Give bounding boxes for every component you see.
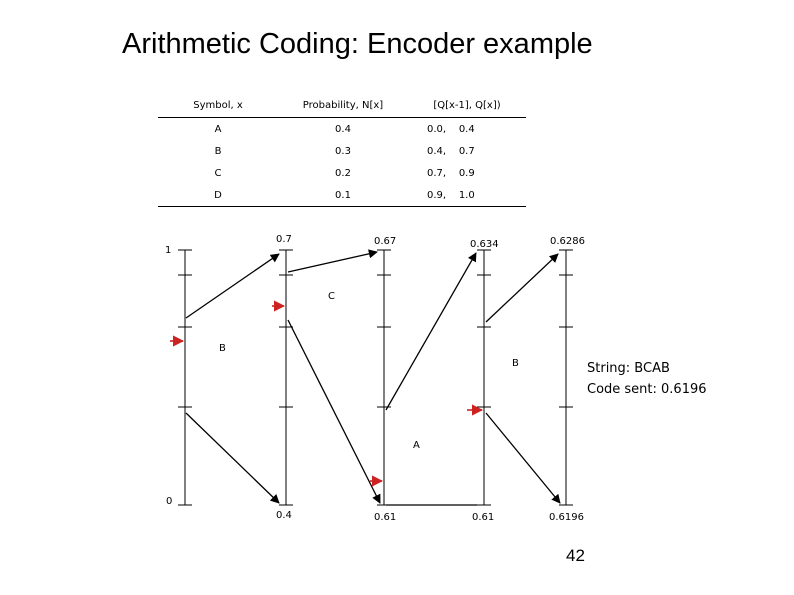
- interval-low: 0.9,: [427, 189, 447, 201]
- interval-4-bottom: 0.61: [472, 512, 495, 523]
- cell-symbol: A: [214, 123, 222, 135]
- interval-4-top: 0.634: [470, 239, 499, 250]
- page-number: 42: [566, 546, 585, 565]
- arrow-map-up: [486, 254, 558, 322]
- interval-low: 0.0,: [427, 123, 447, 135]
- cell-prob: 0.4: [335, 123, 351, 135]
- header-probability: Probability, N[x]: [278, 93, 408, 118]
- slide-title: Arithmetic Coding: Encoder example: [122, 28, 593, 60]
- header-symbol: Symbol, x: [158, 93, 278, 118]
- interval-ticks: [178, 250, 573, 505]
- selection-markers: [170, 306, 482, 481]
- cell-symbol: C: [214, 167, 222, 179]
- interval-low: 0.7,: [427, 167, 447, 179]
- step-label: A: [413, 440, 420, 451]
- interval-low: 0.4,: [427, 145, 447, 157]
- interval-2-bottom: 0.4: [276, 510, 292, 521]
- step-label: B: [219, 343, 226, 354]
- interval-high: 0.9: [458, 167, 475, 179]
- interval-5-bottom: 0.6196: [549, 512, 584, 523]
- code-note: Code sent: 0.6196: [587, 382, 707, 397]
- arrow-map-down: [288, 320, 380, 503]
- step-label: C: [328, 291, 335, 302]
- arrow-map-down: [186, 413, 279, 503]
- interval-high: 0.4: [458, 123, 475, 135]
- cell-prob: 0.2: [335, 167, 351, 179]
- arrow-map-up: [288, 252, 377, 272]
- cell-prob: 0.1: [278, 184, 408, 207]
- step-label: B: [512, 358, 519, 369]
- cell-symbol: B: [214, 145, 222, 157]
- interval-high: 1.0: [458, 189, 475, 201]
- interval-5-top: 0.6286: [550, 236, 585, 247]
- interval-3-bottom: 0.61: [374, 512, 397, 523]
- cell-symbol: D: [158, 184, 278, 207]
- cell-prob: 0.3: [335, 145, 351, 157]
- interval-high: 0.7: [458, 145, 475, 157]
- header-interval: [Q[x-1], Q[x]): [408, 93, 526, 118]
- interval-3-top: 0.67: [374, 236, 397, 247]
- arrow-map-down: [486, 413, 560, 503]
- arrow-map-up: [186, 254, 279, 318]
- arrow-map-up: [386, 253, 476, 410]
- string-note: String: BCAB: [587, 361, 670, 376]
- interval-1-bottom: 0: [166, 496, 173, 507]
- mapping-arrows: [186, 252, 560, 505]
- interval-1-top: 1: [165, 245, 172, 256]
- interval-2-top: 0.7: [276, 234, 292, 245]
